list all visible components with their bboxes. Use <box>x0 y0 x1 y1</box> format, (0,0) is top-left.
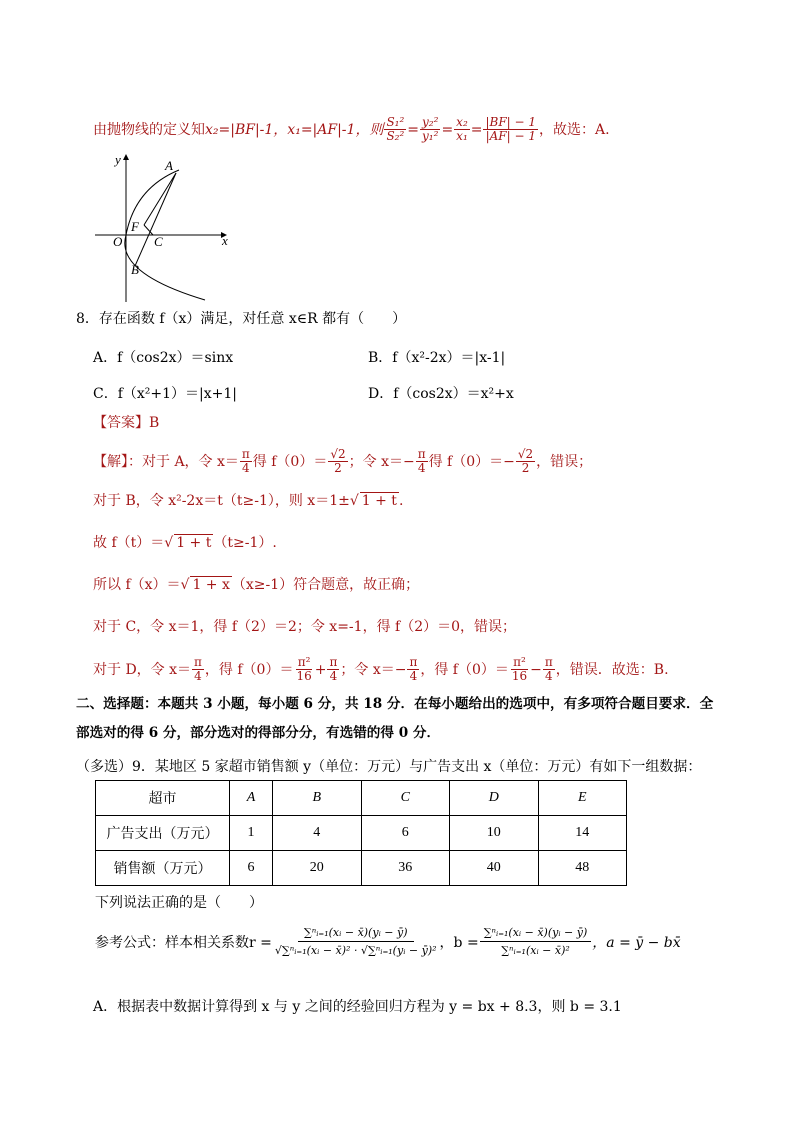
q8-option-d: D．f（cos2x）＝x²+x <box>368 386 514 402</box>
table-cell: 6 <box>361 816 450 851</box>
section2-line-1: 二、选择题：本题共 3 小题，每小题 6 分，共 18 分．在每小题给出的选项中，有多项符合题目要求．全 <box>76 696 714 712</box>
q8-solution-line-2: 对于 B，令 x²-2x＝t（t≥-1），则 x＝1±√ 1 + t . <box>93 493 404 509</box>
table-cell: 1 <box>230 816 273 851</box>
table-cell: 6 <box>230 851 273 886</box>
segment-AB <box>135 173 176 266</box>
label-B: B <box>131 262 139 277</box>
q9-question: 下列说法正确的是（ ） <box>95 895 263 911</box>
fraction-x: $\frac{\text{x₂}}{\text{x₁}}$ <box>456 115 468 143</box>
table-cell: 14 <box>538 816 627 851</box>
fraction-bf: $\frac{|BF| - 1}{|AF| - 1}$ <box>485 115 537 143</box>
q9-reference-formula: 参考公式：样本相关系数r = $\frac{\text{∑ⁿᵢ₌₁(xᵢ − x̄)(yᵢ − ȳ)}}{\text{√∑ⁿᵢ₌₁(xᵢ − x̄)² · √∑ⁿᵢ₌₁(yᵢ − ȳ)²}}$ ，b = $\frac{\text{∑ⁿᵢ₌₁(xᵢ − x̄)(yᵢ − ȳ)}}{\text{∑ⁿᵢ₌₁(xᵢ − x̄)²}}$ ，a = ȳ − bx̄ <box>95 926 681 957</box>
label-y: y <box>115 152 121 167</box>
q8-solution-line-1: 【解】：对于 A，令 x＝ $\frac{\pi}{4}$ 得 f（0）＝ $\frac{√2}{2}$ ；令 x＝− $\frac{\pi}{4}$ 得 f（0）＝− $\frac{√2}{2}$ ，错误； <box>93 447 593 475</box>
fraction-s: $\frac{\text{S₁²}}{\text{S₂²}}$ <box>386 115 405 143</box>
table-header-cell: B <box>273 781 362 816</box>
table-header-cell: E <box>538 781 627 816</box>
q8-solution-line-4: 所以 f（x）＝√ 1 + x （x≥-1）符合题意，故正确； <box>93 577 420 593</box>
table-cell: 40 <box>450 851 539 886</box>
fraction-y: $\frac{\text{y₂²}}{\text{y₁²}}$ <box>422 115 439 143</box>
y-axis-arrow <box>123 154 129 160</box>
intro-line: 由抛物线的定义知 x₂=|BF|-1，x₁=|AF|-1，则 $\frac{\text{S₁²}}{\text{S₂²}}$ = $\frac{\text{y₂²}}{\text{y₁²}}$ = $\frac{\text{x₂}}{\text{x₁}}$ = $\frac{|BF| - 1}{|AF| - 1}$ ，故选：A. <box>93 115 610 143</box>
label-C: C <box>154 234 163 249</box>
data-table <box>95 780 627 886</box>
table-row <box>96 816 627 851</box>
q8-solution-line-3: 故 f（t）＝√ 1 + t （t≥-1）. <box>93 535 277 551</box>
label-A: A <box>165 158 173 173</box>
parabola-figure <box>95 148 235 304</box>
intro-x-defs: x₂=|BF|-1，x₁=|AF|-1，则 <box>205 121 384 138</box>
q8-solution-line-5: 对于 C，令 x＝1，得 f（2）＝2；令 x=-1，得 f（2）＝0，错误； <box>93 619 517 635</box>
table-header-row <box>96 781 627 816</box>
label-O: O <box>113 234 123 249</box>
table-cell: 10 <box>450 816 539 851</box>
table-header-cell: C <box>361 781 450 816</box>
q8-solution-line-6: 对于 D，令 x＝ $\frac{\pi}{4}$ ，得 f（0）＝ $\frac{\text{π²}}{16}$ + $\frac{\pi}{4}$ ；令 x＝− $\frac{\pi}{4}$ ，得 f（0）＝ $\frac{\text{π²}}{16}$ − $\frac{\pi}{4}$ ，错误．故选：B. <box>93 655 669 683</box>
label-x: x <box>222 233 228 248</box>
intro-text: 由抛物线的定义知 <box>93 121 205 138</box>
formula-b: $\frac{\text{∑ⁿᵢ₌₁(xᵢ − x̄)(yᵢ − ȳ)}}{\text{∑ⁿᵢ₌₁(xᵢ − x̄)²}}$ <box>480 924 592 959</box>
q8-option-c: C．f（x²+1）＝|x+1| <box>93 386 238 402</box>
formula-r: $\frac{\text{∑ⁿᵢ₌₁(xᵢ − x̄)(yᵢ − ȳ)}}{\text{√∑ⁿᵢ₌₁(xᵢ − x̄)² · √∑ⁿᵢ₌₁(yᵢ − ȳ)²}}$ <box>274 926 437 957</box>
table-header-cell: D <box>450 781 539 816</box>
table-cell: 4 <box>273 816 362 851</box>
segment-FC <box>144 225 153 235</box>
table-header-cell: 超市 <box>96 781 230 816</box>
q8-option-b: B．f（x²-2x）＝|x-1| <box>368 350 506 366</box>
section2-line-2: 部选对的得 6 分，部分选对的得部分分，有选错的得 0 分． <box>76 725 441 741</box>
table-cell: 20 <box>273 851 362 886</box>
table-row <box>96 851 627 886</box>
q8-stem: 8．存在函数 f（x）满足，对任意 x∈R 都有（ ） <box>76 311 407 327</box>
table-cell: 销售额（万元） <box>96 851 230 886</box>
q9-stem: （多选）9．某地区 5 家超市销售额 y（单位：万元）与广告支出 x（单位：万元）有如下一组数据： <box>76 759 702 775</box>
intro-tail: ，故选：A. <box>539 121 610 138</box>
q8-answer: 【答案】B <box>93 415 160 431</box>
q9-option-a: A．根据表中数据计算得到 x 与 y 之间的经验回归方程为 y = bx + 8.3，则 b = 3.1 <box>93 999 622 1015</box>
table-cell: 广告支出（万元） <box>96 816 230 851</box>
table-header-cell: A <box>230 781 273 816</box>
table-cell: 48 <box>538 851 627 886</box>
q8-option-a: A．f（cos2x）＝sinx <box>93 350 234 366</box>
label-F: F <box>131 219 139 234</box>
table-cell: 36 <box>361 851 450 886</box>
